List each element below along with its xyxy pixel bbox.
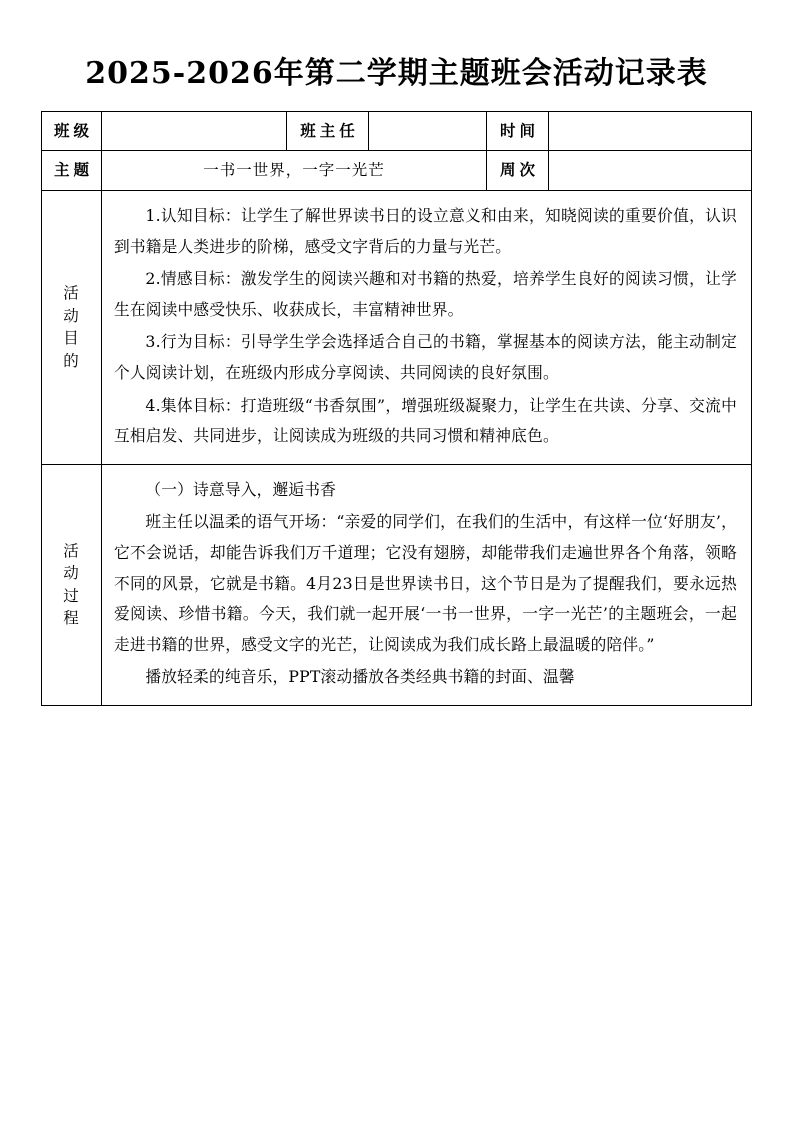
activity-record-table (41, 111, 752, 706)
process-label-char-1: 活 (63, 542, 80, 560)
process-label-char-4: 程 (63, 609, 80, 628)
purpose-label-char-1: 活 (63, 284, 80, 303)
class-value[interactable] (102, 112, 287, 151)
table-row-header-info (42, 112, 752, 151)
time-label: 时间 (487, 112, 549, 151)
head-teacher-value[interactable] (369, 112, 487, 151)
purpose-label-char-2: 动 (63, 306, 80, 325)
process-label-char-3: 过 (63, 586, 80, 605)
process-paragraph: 播放轻柔的纯音乐，PPT滚动播放各类经典书籍的封面、温馨 (145, 667, 575, 687)
theme-value[interactable]: 一书一世界，一字一光芒 (102, 151, 487, 190)
class-label: 班级 (42, 112, 102, 151)
purpose-label-char-4: 的 (63, 351, 80, 370)
activity-purpose-label (42, 190, 102, 464)
purpose-label-char-3: 目 (63, 329, 80, 348)
process-label-char-2: 动 (63, 564, 80, 583)
time-value[interactable] (549, 112, 752, 151)
theme-label: 主题 (42, 151, 102, 190)
table-row-process (42, 464, 752, 705)
activity-purpose-content[interactable] (102, 190, 752, 464)
process-paragraph: （一）诗意导入，邂逅书香 (145, 479, 337, 499)
week-value[interactable] (549, 151, 752, 190)
table-row-theme (42, 151, 752, 190)
purpose-paragraph: 1.认知目标：让学生了解世界读书日的设立意义和由来，知晓阅读的重要价值，认识到书籍是人类进步的阶梯，感受文字背后的力量与光芒。 (114, 205, 737, 256)
week-label: 周次 (487, 151, 549, 190)
page-title: 2025-2026年第二学期主题班会活动记录表 (85, 56, 708, 91)
activity-process-content[interactable] (102, 464, 752, 705)
purpose-paragraph: 3.行为目标：引导学生学会选择适合自己的书籍，掌握基本的阅读方法，能主动制定个人阅读计划，在班级内形成分享阅读、共同阅读的良好氛围。 (114, 332, 737, 382)
process-paragraph: 班主任以温柔的语气开场：“亲爱的同学们，在我们的生活中，有这样一位‘好朋友’，它不会说话，却能告诉我们万千道理；它没有翅膀，却能带我们走遍世界各个角落，领略不同的风景，它就是书籍。4月23日是世界读书日，这个节日是为了提醒我们，要永远热爱阅读、珍惜书籍。今天，我们就一起开展‘一书一世界，一字一光芒’的主题班会，一起走进书籍的世界，感受文字的光芒，让阅读成为我们成长路上最温暖的陪伴。” (114, 512, 737, 654)
purpose-paragraph: 2.情感目标：激发学生的阅读兴趣和对书籍的热爱，培养学生良好的阅读习惯，让学生在阅读中感受快乐、收获成长，丰富精神世界。 (114, 269, 737, 319)
table-row-purpose (42, 190, 752, 464)
head-teacher-label: 班主任 (287, 112, 369, 151)
purpose-paragraph: 4.集体目标：打造班级“书香氛围”，增强班级凝聚力，让学生在共读、分享、交流中互相启发、共同进步，让阅读成为班级的共同习惯和精神底色。 (114, 395, 737, 446)
activity-process-label (42, 464, 102, 705)
